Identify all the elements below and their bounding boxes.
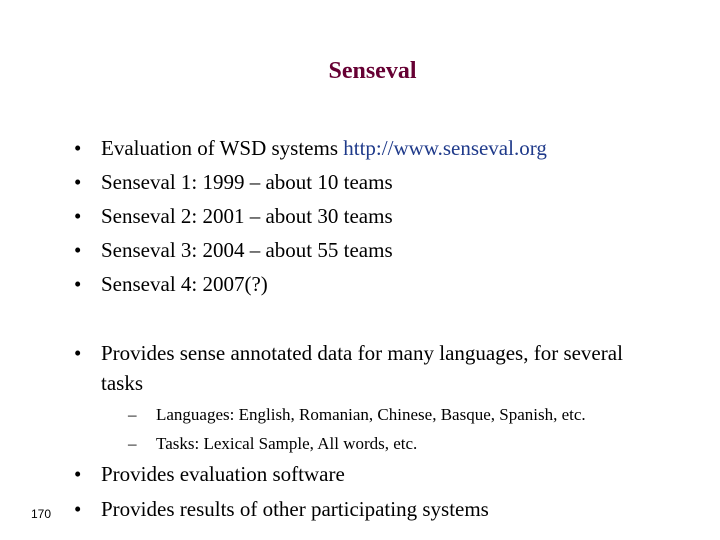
bullet-evaluation <box>74 131 547 165</box>
bullet-results <box>74 492 489 527</box>
slide-title: Senseval <box>328 58 417 84</box>
senseval-link[interactable]: http://www.senseval.org <box>343 136 547 160</box>
bullet-text: Senseval 4: 2007(?) <box>101 272 268 296</box>
sub-bullet-text: Tasks: Lexical Sample, All words, etc. <box>156 434 418 453</box>
bullet-dot: • <box>74 272 82 296</box>
bullet-provides-data <box>74 338 661 398</box>
sub-bullet-languages <box>128 400 586 429</box>
task-sub-list <box>128 400 586 458</box>
bullet-senseval-1 <box>74 165 547 199</box>
sub-bullet-dash: – <box>128 434 137 453</box>
bullet-text: Senseval 1: 1999 – about 10 teams <box>101 170 393 194</box>
bullet-senseval-2 <box>74 199 547 233</box>
bullet-dot: • <box>74 238 82 262</box>
bullet-text: Provides sense annotated data for many languages, for several tasks <box>101 341 623 395</box>
bullet-senseval-4 <box>74 267 547 301</box>
bullet-dot: • <box>74 341 82 365</box>
bullet-text: Provides results of other participating systems <box>101 497 489 521</box>
sub-bullet-dash: – <box>128 405 137 424</box>
bullet-text: Evaluation of WSD systems <box>101 136 344 160</box>
sub-bullet-tasks <box>128 429 586 458</box>
provides-data-list <box>74 338 661 398</box>
bullet-dot: • <box>74 497 82 521</box>
provides-software-list <box>74 457 489 527</box>
bullet-dot: • <box>74 204 82 228</box>
bullet-text: Senseval 2: 2001 – about 30 teams <box>101 204 393 228</box>
bullet-text: Senseval 3: 2004 – about 55 teams <box>101 238 393 262</box>
bullet-dot: • <box>74 170 82 194</box>
page-number: 170 <box>31 507 52 521</box>
bullet-evaluation-software <box>74 457 489 492</box>
bullet-dot: • <box>74 136 82 160</box>
bullet-text: Provides evaluation software <box>101 462 345 486</box>
bullet-dot: • <box>74 462 82 486</box>
senseval-history-list <box>74 131 547 301</box>
sub-bullet-text: Languages: English, Romanian, Chinese, Basque, Spanish, etc. <box>156 405 586 424</box>
bullet-senseval-3 <box>74 233 547 267</box>
